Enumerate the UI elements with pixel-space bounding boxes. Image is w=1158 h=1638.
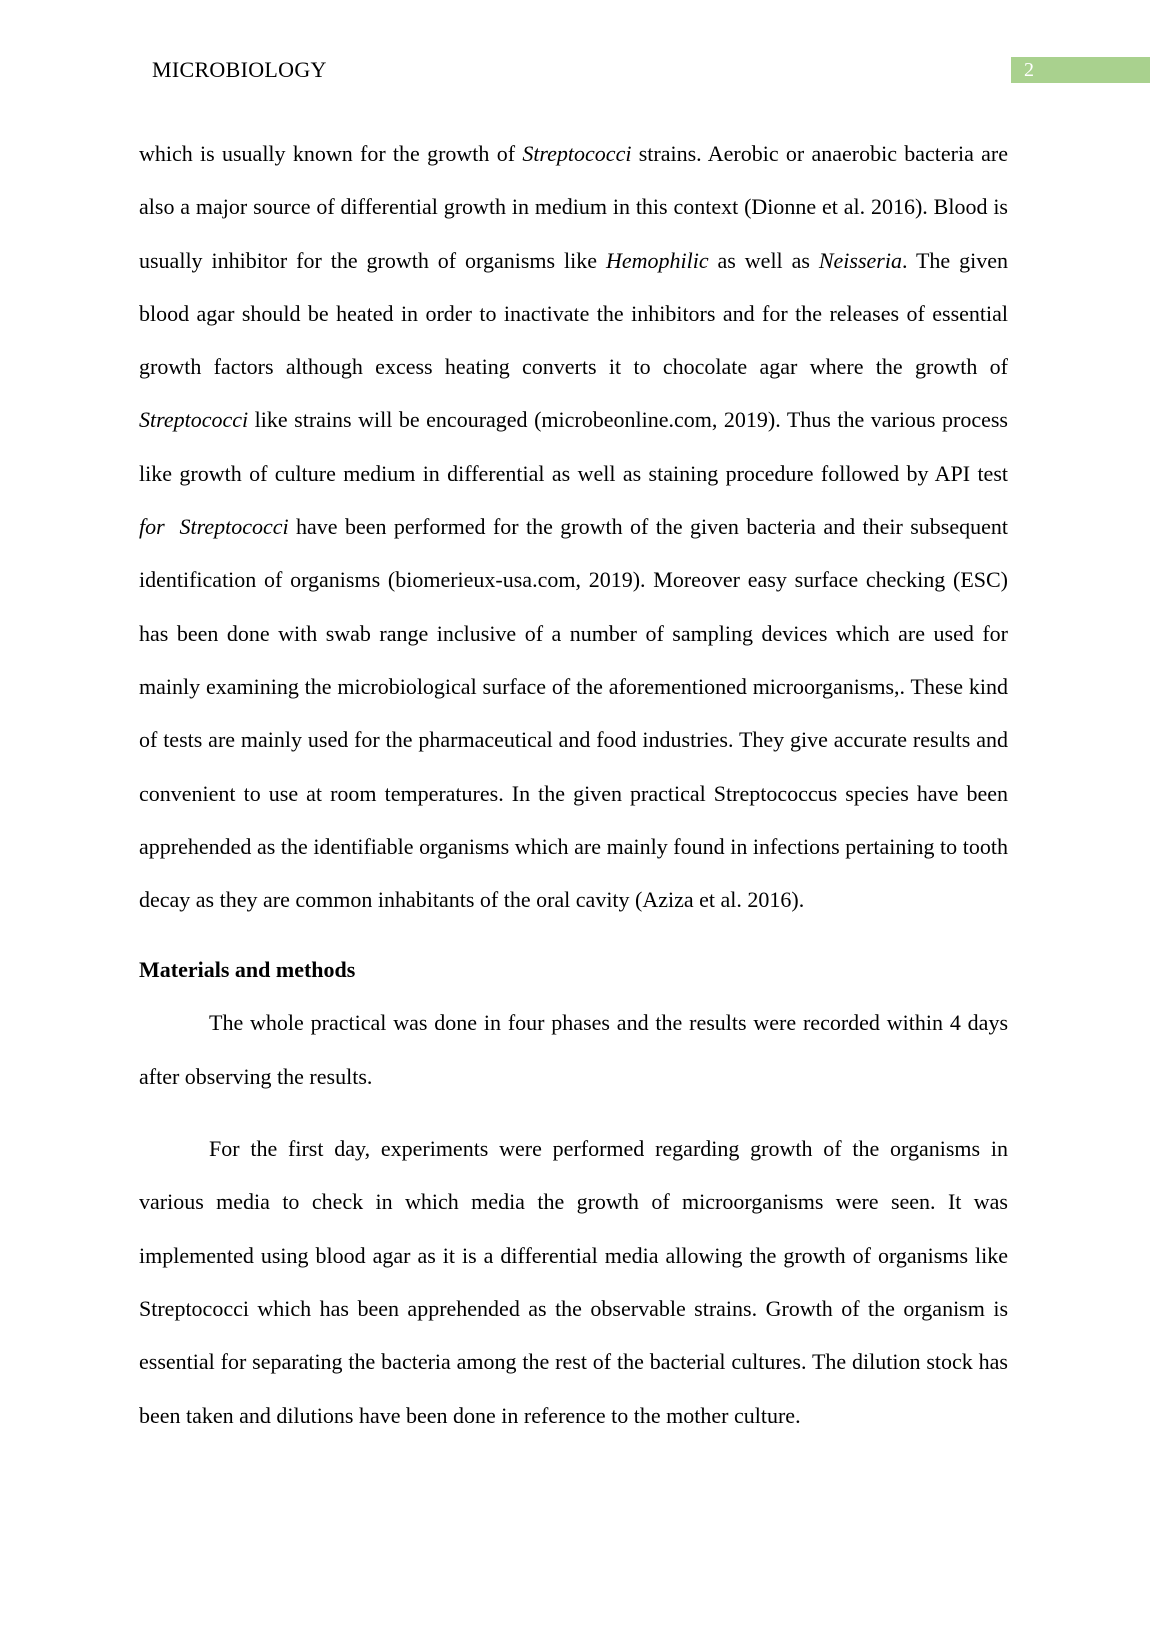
running-header-title: MICROBIOLOGY bbox=[152, 57, 327, 82]
italic-term: Streptococci bbox=[139, 407, 249, 433]
document-body bbox=[139, 127, 1008, 1442]
text-run: have been performed for the growth of the given bacteria and their subsequent identification of organisms (biomerieux-usa.com, 2019). Moreover easy surface checking (ESC) has been done with swab range inclusive of a number of sampling devices which are used for mainly examining the microbiological surface of the aforementioned microorganisms,. These kind of tests are mainly used for the pharmaceutical and food industries. They give accurate results and convenient to use at room temperatures. In the given practical Streptococcus species have been apprehended as the identifiable organisms which are mainly found in infections pertaining to tooth decay as they are common inhabitants of the oral cavity (Aziza et al. 2016). bbox=[139, 514, 1008, 913]
paragraph-intro-continued bbox=[139, 127, 1008, 926]
paragraph-phases: The whole practical was done in four phases and the results were recorded within 4 days after observing the results. bbox=[139, 1010, 1008, 1089]
italic-term: Streptococci bbox=[179, 514, 289, 540]
text-run: like strains will be encouraged (microbeonline.com, 2019). Thus the various process like growth of culture medium in differential as well as staining procedure followed by API test bbox=[139, 407, 1008, 486]
text-run bbox=[165, 514, 180, 539]
italic-term: Hemophilic bbox=[605, 247, 709, 273]
text-run: . The given blood agar should be heated in order to inactivate the inhibitors and for the releases of essential growth factors although excess heating converts it to chocolate agar where the growth of bbox=[139, 247, 1009, 380]
text-run: as well as bbox=[708, 247, 819, 273]
italic-term: for bbox=[139, 514, 165, 540]
italic-term: Neisseria bbox=[818, 247, 902, 273]
paragraph-first-day: For the first day, experiments were performed regarding growth of the organisms in various media to check in which media the growth of microorganisms were seen. It was implemented using blood agar as it is a differential media allowing the growth of organisms like Streptococci which has been apprehended as the observable strains. Growth of the organism is essential for separating the bacteria among the rest of the bacterial cultures. The dilution stock has been taken and dilutions have been done in reference to the mother culture. bbox=[139, 1136, 1008, 1428]
italic-term: Streptococci bbox=[522, 141, 632, 166]
page-number-badge: 2 bbox=[1011, 57, 1150, 83]
text-run: strains. Aerobic or anaerobic bacteria are also a major source of differential growth in medium in this context (Dionne et al. 2016). Blood is usually inhibitor for the growth of organisms like bbox=[139, 141, 1009, 273]
text-run: which is usually known for the growth of bbox=[139, 141, 523, 166]
section-heading-materials-methods: Materials and methods bbox=[139, 957, 356, 983]
